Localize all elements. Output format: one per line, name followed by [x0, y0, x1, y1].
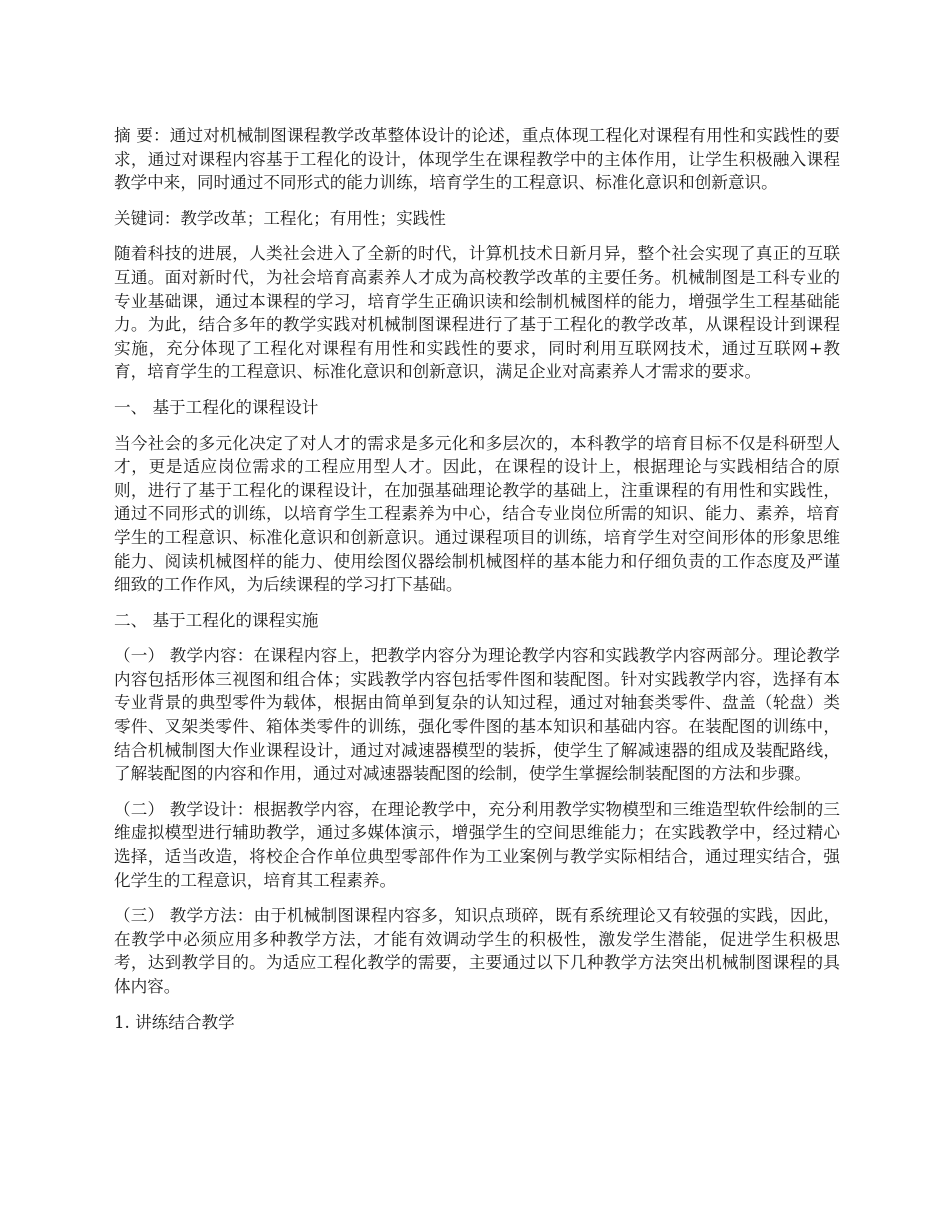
document-page — [114, 124, 840, 1046]
section-2-teaching-design-paragraph: （二） 教学设计：根据教学内容，在理论教学中，充分利用教学实物模型和三维造型软件绘制的三维虚拟模型进行辅助教学，通过多媒体演示，增强学生的空间思维能力；在实践教学中，经过精心选择，适当改造，将校企合作单位典型零部件作为工业案例与教学实际相结合，通过理实结合，强化学生的工程意识，培育其工程素养。 — [114, 799, 840, 890]
subsection-1-heading: 1. 讲练结合教学 — [114, 1012, 235, 1032]
section-2-teaching-method-paragraph: （三） 教学方法：由于机械制图课程内容多，知识点琐碎，既有系统理论又有较强的实践，因此，在教学中必须应用多种教学方法，才能有效调动学生的积极性，激发学生潜能，促进学生积极思考，达到教学目的。为适应工程化教学的需要，主要通过以下几种教学方法突出机械制图课程的具体内容。 — [114, 906, 840, 996]
keywords-paragraph: 关键词：教学改革；工程化；有用性；实践性 — [114, 208, 446, 228]
section-1-paragraph: 当今社会的多元化决定了对人才的需求是多元化和多层次的，本科教学的培育目标不仅是科研型人才，更是适应岗位需求的工程应用型人才。因此，在课程的设计上，根据理论与实践相结合的原则，进行了基于工程化的课程设计，在加强基础理论教学的基础上，注重课程的有用性和实践性，通过不同形式的训练，以培育学生工程素养为中心，结合专业岗位所需的知识、能力、素养，培育学生的工程意识、标准化意识和创新意识。通过课程项目的训练，培育学生对空间形体的形象思维能力、阅读机械图样的能力、使用绘图仪器绘制机械图样的基本能力和仔细负责的工作态度及严谨细致的工作作风，为后续课程的学习打下基础。 — [114, 433, 840, 595]
section-1-heading: 一、 基于工程化的课程设计 — [114, 397, 319, 417]
section-2-teaching-content-paragraph: （一） 教学内容：在课程内容上，把教学内容分为理论教学内容和实践教学内容两部分。理论教学内容包括形体三视图和组合体；实践教学内容包括零件图和装配图。针对实践教学内容，选择有本专业背景的典型零件为载体，根据由简单到复杂的认知过程，通过对轴套类零件、盘盖（轮盘）类零件、叉架类零件、箱体类零件的训练，强化零件图的基本知识和基础内容。在装配图的训练中，结合机械制图大作业课程设计，通过对减速器模型的装拆，使学生了解减速器的组成及装配路线，了解装配图的内容和作用，通过对减速器装配图的绘制，使学生掌握绘制装配图的方法和步骤。 — [114, 646, 840, 784]
section-2-heading: 二、 基于工程化的课程实施 — [114, 610, 319, 630]
abstract-paragraph: 摘 要：通过对机械制图课程教学改革整体设计的论述，重点体现工程化对课程有用性和实践性的要求，通过对课程内容基于工程化的设计，体现学生在课程教学中的主体作用，让学生积极融入课程教学中来，同时通过不同形式的能力训练，培育学生的工程意识、标准化意识和创新意识。 — [114, 126, 840, 193]
intro-paragraph: 随着科技的进展，人类社会进入了全新的时代，计算机技术日新月异，整个社会实现了真正的互联互通。面对新时代，为社会培育高素养人才成为高校教学改革的主要任务。机械制图是工科专业的专业基础课，通过本课程的学习，培育学生正确识读和绘制机械图样的能力，增强学生工程基础能力。为此，结合多年的教学实践对机械制图课程进行了基于工程化的教学改革，从课程设计到课程实施，充分体现了工程化对课程有用性和实践性的要求，同时利用互联网技术，通过互联网+教育，培育学生的工程意识、标准化意识和创新意识，满足企业对高素养人才需求的要求。 — [114, 244, 840, 382]
